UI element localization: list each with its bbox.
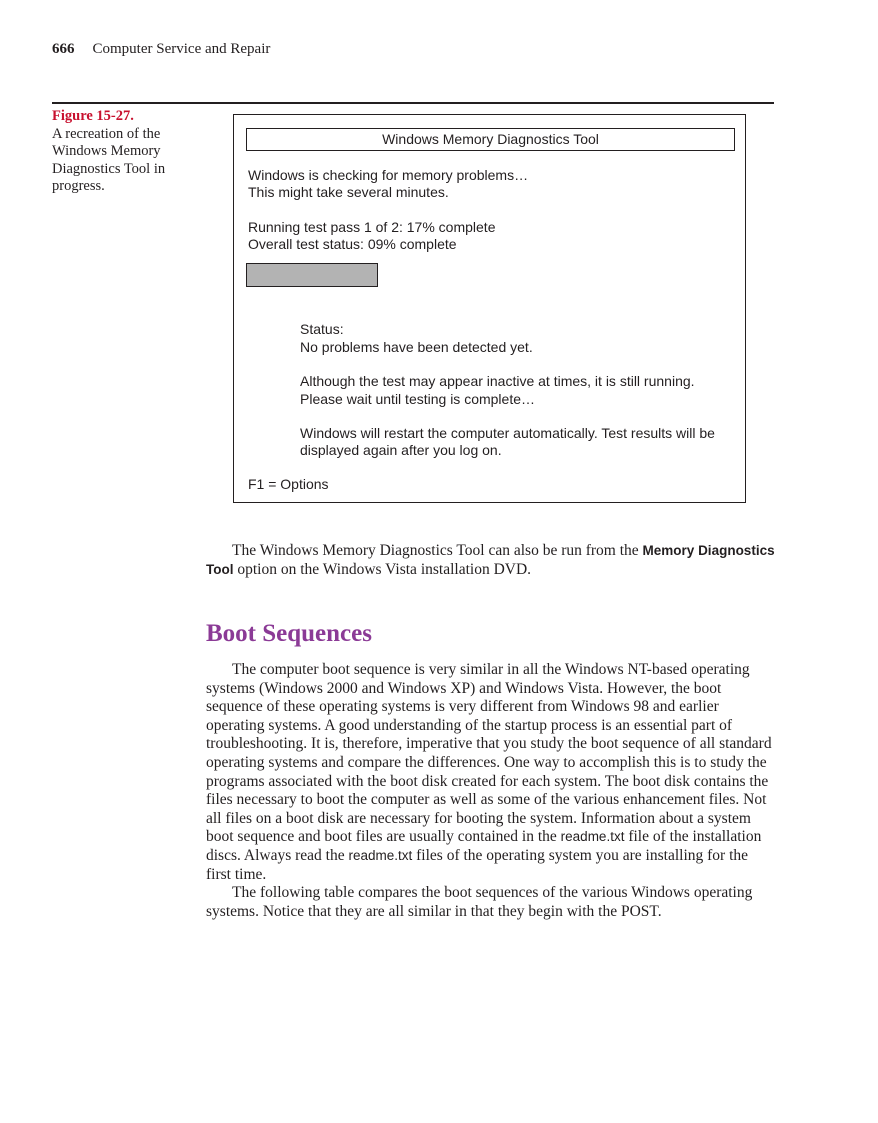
inactive-note-line-1: Although the test may appear inactive at times, it is still running. (300, 373, 695, 389)
status-value: No problems have been detected yet. (300, 339, 533, 355)
memory-tool-option-name: Memory Diagnostics Tool (206, 543, 775, 577)
overall-test-status: Overall test status: 09% complete (248, 236, 457, 252)
restart-note-line-1: Windows will restart the computer automatically. Test results will be (300, 425, 715, 441)
figure-label: Figure 15-27. (52, 108, 134, 124)
intro-text-before: The Windows Memory Diagnostics Tool can also be run from the (232, 542, 643, 559)
readme-filename: readme.txt (560, 829, 625, 845)
comparison-paragraph: The following table compares the boot sequences of the various Windows operating systems. Notice that they are all similar in that they begin with the POST. (206, 884, 753, 920)
section-body (206, 661, 776, 921)
boot-para-text-2: file of the installation discs. Always read the (206, 828, 762, 864)
progress-bar (246, 263, 378, 287)
inactive-note-line-2: Please wait until testing is complete… (300, 391, 535, 407)
screen-title: Windows Memory Diagnostics Tool (246, 128, 735, 151)
figure-caption (52, 108, 192, 196)
checking-line-1: Windows is checking for memory problems… (248, 167, 529, 183)
boot-para-text-3: files of the operating system you are installing for the first time. (206, 846, 749, 883)
options-hint: F1 = Options (248, 476, 329, 492)
page-header (52, 40, 270, 58)
intro-text-after: option on the Windows Vista installation DVD. (233, 560, 532, 578)
running-title: Computer Service and Repair (92, 41, 271, 57)
header-rule (52, 102, 774, 104)
test-pass-status: Running test pass 1 of 2: 17% complete (248, 219, 496, 235)
page-number: 666 (52, 41, 75, 57)
status-label: Status: (300, 321, 344, 337)
memory-diagnostics-screen (233, 114, 746, 503)
checking-line-2: This might take several minutes. (248, 184, 449, 200)
section-heading: Boot Sequences (206, 620, 372, 647)
readme-filename: readme.txt (348, 847, 413, 863)
boot-para-text-1: The computer boot sequence is very similar in all the Windows NT-based operating systems (Windows 2000 and Windows XP) and Windows Vista. However, the boot sequence of these operating systems is very different from Windows 98 and earlier operating systems. A good understanding of the startup process is an essential part of troubleshooting. It is, therefore, imperative that you study the boot sequence of all standard operating systems and compare the differences. One way to accomplish this is to study the programs associated with the boot disk created for each system. The boot disk contains the files necessary to boot the computer as well as some of the various enhancement files. Not all files on a boot disk are necessary for booting the system. Information about a system boot sequence and boot files are usually contained in the (206, 661, 772, 846)
intro-paragraph (206, 542, 776, 579)
boot-sequence-paragraph (206, 661, 776, 884)
figure-caption-text: A recreation of the Windows Memory Diagnostics Tool in progress. (52, 125, 166, 194)
restart-note-line-2: displayed again after you log on. (300, 442, 502, 458)
progress-bar-fill (247, 264, 377, 286)
